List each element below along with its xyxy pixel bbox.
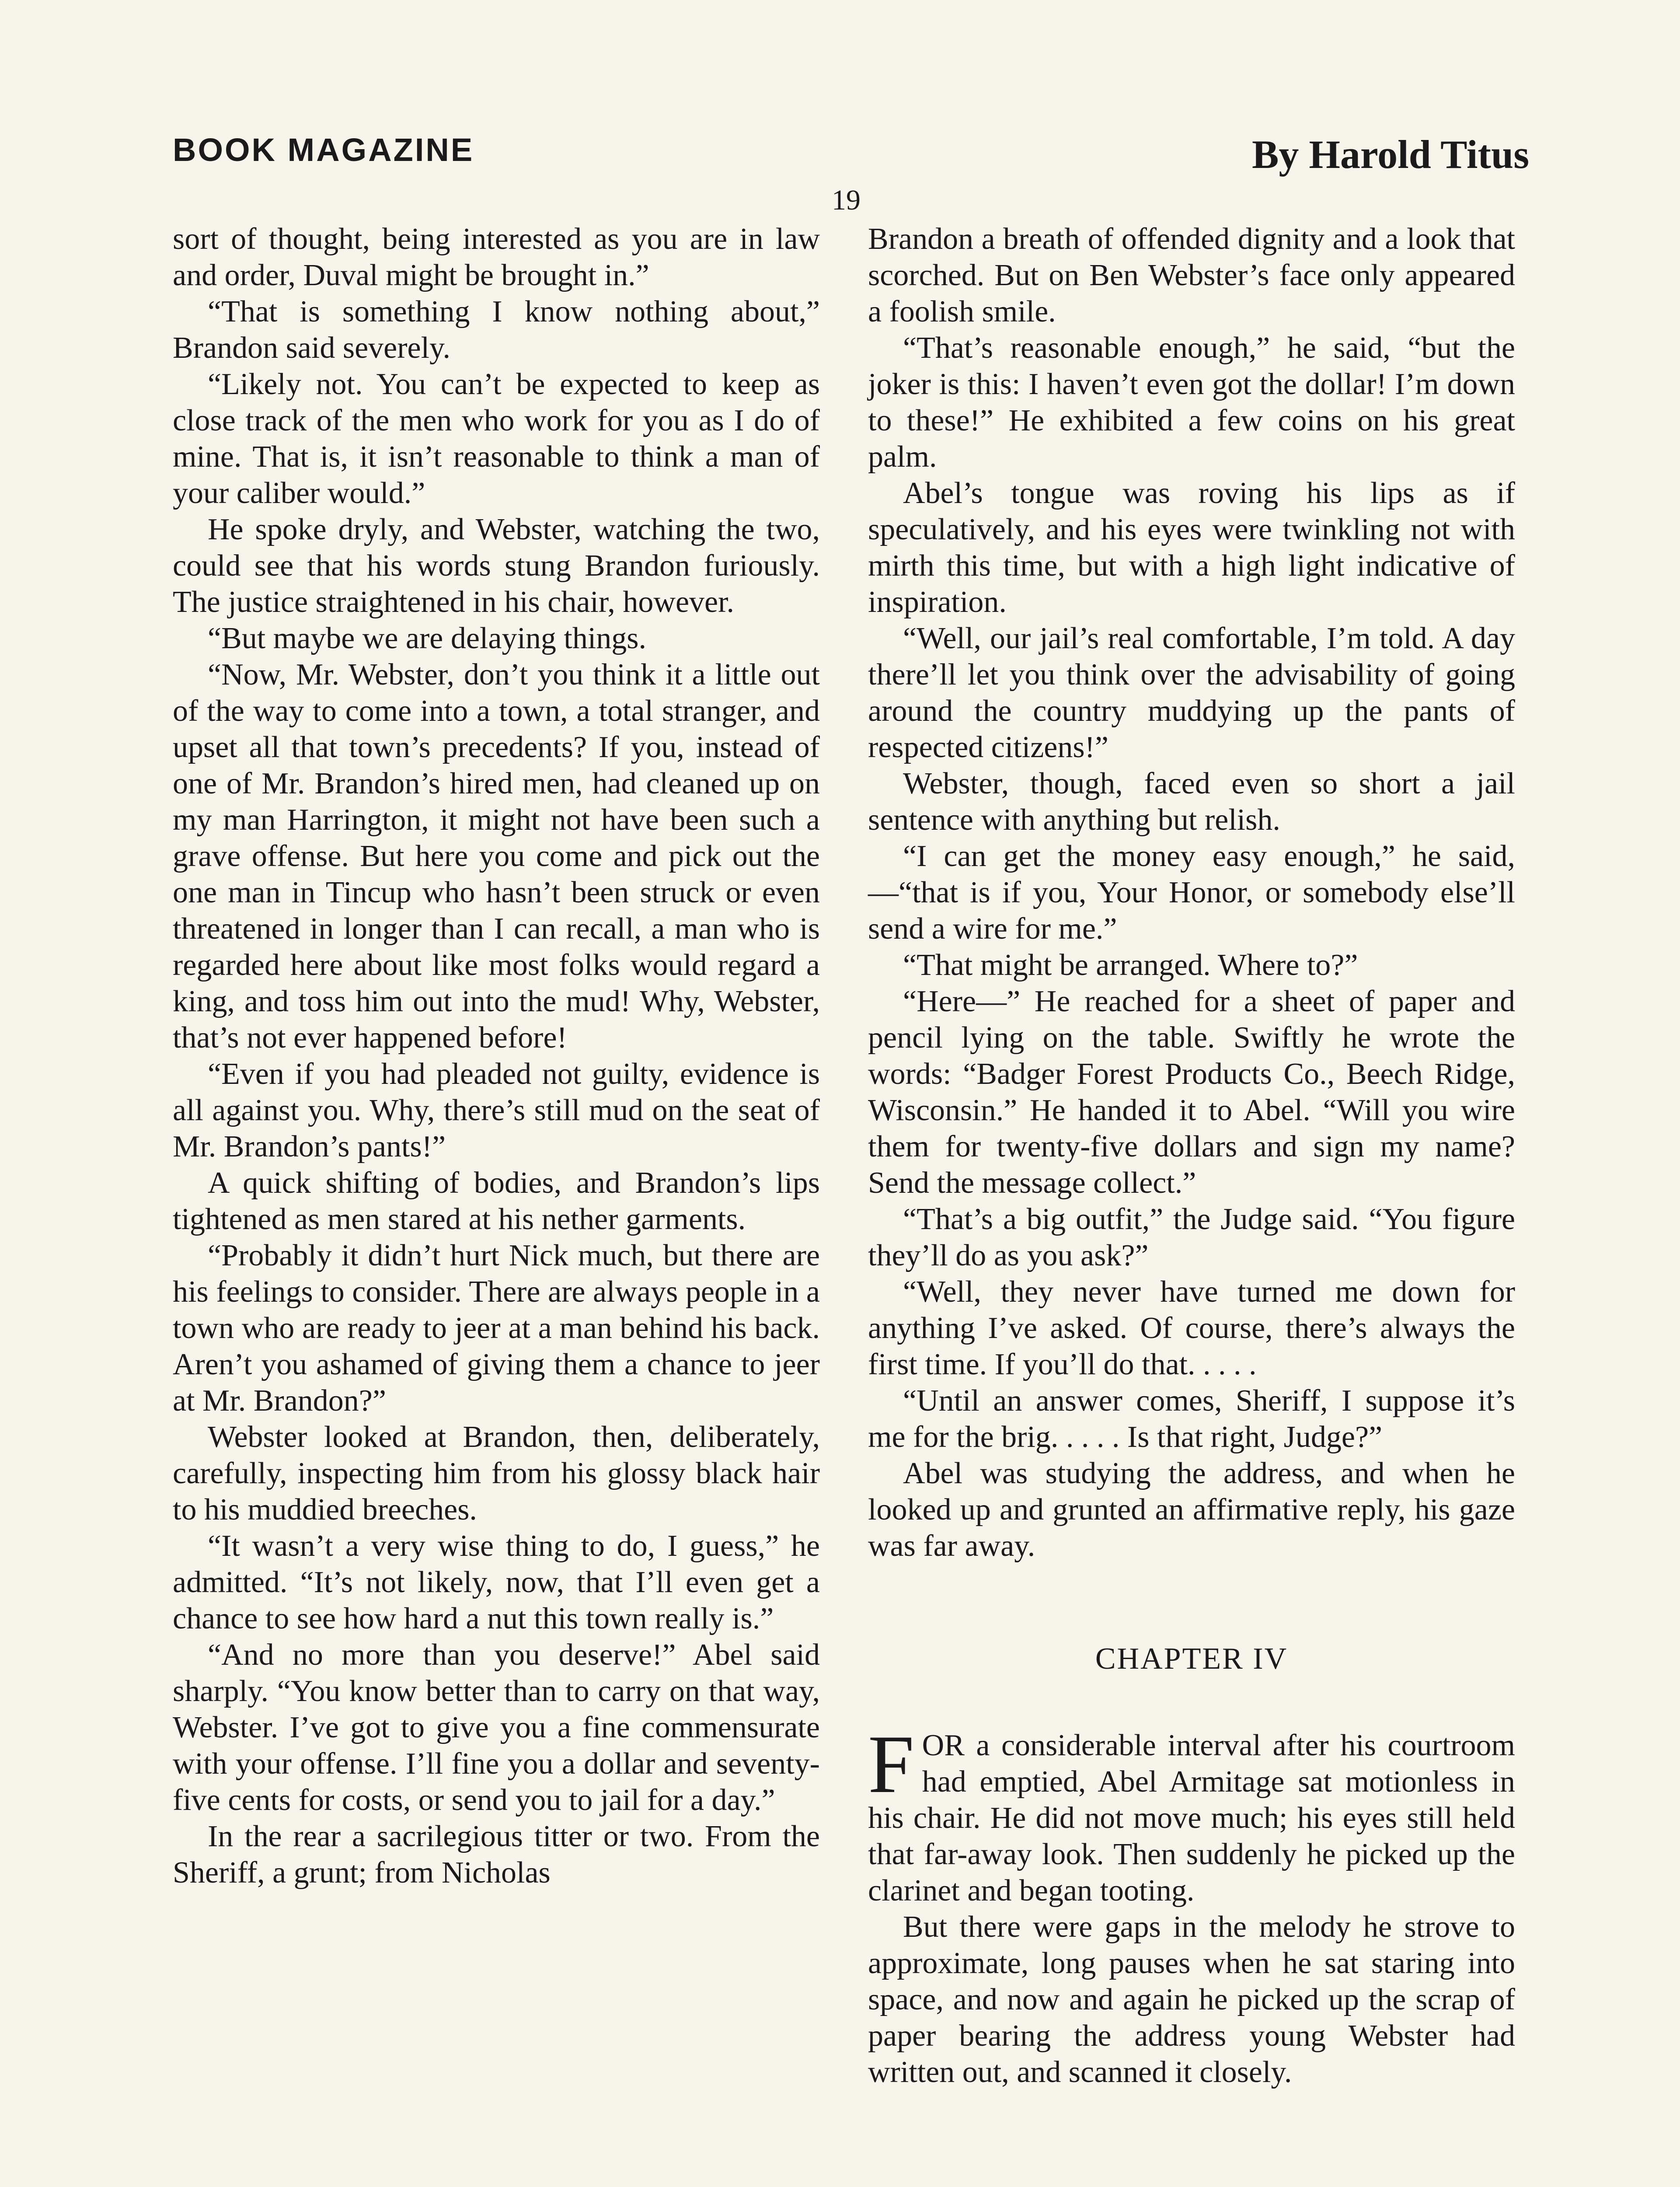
paragraph: “That’s reasonable enough,” he said, “but the joker is this: I haven’t even got the dollar! I’m down to these!” He exhibited a few coins on his great palm. [868,331,1515,474]
paragraph: “That’s a big outfit,” the Judge said. “You figure they’ll do as you ask?” [868,1202,1515,1272]
running-head-author: By Harold Titus [1251,132,1529,177]
right-text-column [868,221,1515,2090]
paragraph: He spoke dryly, and Webster, watching the two, could see that his words stung Brandon furiously. The justice straightened in his chair, however. [173,513,820,619]
paragraph: But there were gaps in the melody he strove to approximate, long pauses when he sat staring into space, and now and again he picked up the scrap of paper bearing the address young Webster had written out, and scanned it closely. [868,1910,1515,2089]
paragraph: “That is something I know nothing about,” Brandon said severely. [173,295,820,365]
chapter-opening-paragraph [868,1719,1515,1909]
paragraph: “Likely not. You can’t be expected to keep as close track of the men who work for you as I do of mine. That is, it isn’t reasonable to think a man of your caliber would.” [173,367,820,510]
paragraph: Brandon a breath of offended dignity and a look that scorched. But on Ben Webster’s face only appeared a foolish smile. [868,222,1515,328]
page-number: 19 [832,184,861,216]
chapter-heading: CHAPTER IV [1095,1642,1288,1676]
paragraph: “And no more than you deserve!” Abel said sharply. “You know better than to carry on that way, Webster. I’ve got to give you a fine commensurate with your offense. I’ll fine you a dollar and seventy-five cents for costs, or send you to jail for a day.” [173,1638,820,1817]
paragraph: “Well, they never have turned me down for anything I’ve asked. Of course, there’s always the first time. If you’ll do that. . . . . [868,1275,1515,1381]
paragraph: A quick shifting of bodies, and Brandon’s lips tightened as men stared at his nether garments. [173,1166,820,1236]
paragraph: “But maybe we are delaying things. [208,622,647,655]
paragraph: Webster, though, faced even so short a jail sentence with anything but relish. [868,767,1515,837]
drop-cap: F [868,1719,914,1810]
paragraph: Webster looked at Brandon, then, deliberately, carefully, inspecting him from his glossy black hair to his muddied breeches. [173,1420,820,1527]
paragraph: “I can get the money easy enough,” he said,—“that is if you, Your Honor, or somebody else’ll send a wire for me.” [868,839,1515,946]
paragraph: “Now, Mr. Webster, don’t you think it a little out of the way to come into a town, a total stranger, and upset all that town’s precedents? If you, instead of one of Mr. Brandon’s hired men, had cleaned up on my man Harrington, it might not have been such a grave offense. But here you come and pick out the one man in Tincup who hasn’t been struck or even threatened in longer than I can recall, a man who is regarded here about like most folks would regard a king, and toss him out into the mud! Why, Webster, that’s not ever happened before! [173,658,820,1055]
paragraph: “That might be arranged. Where to?” [903,948,1358,982]
paragraph: Abel was studying the address, and when he looked up and grunted an affirmative reply, his gaze was far away. [868,1457,1515,1563]
chapter-opening-text: OR a considerable interval after his courtroom had emptied, Abel Armitage sat motionless in his chair. He did not move much; his eyes still held that far-away look. Then suddenly he picked up the clarinet and began tooting. [868,1729,1515,1908]
paragraph: “Even if you had pleaded not guilty, evidence is all against you. Why, there’s still mud on the seat of Mr. Brandon’s pants!” [173,1057,820,1163]
paragraph: “Here—” He reached for a sheet of paper and pencil lying on the table. Swiftly he wrote the words: “Badger Forest Products Co., Beech Ridge, Wisconsin.” He handed it to Abel. “Will you wire them for twenty-five dollars and sign my name? Send the message collect.” [868,985,1515,1200]
paragraph: “Until an answer comes, Sheriff, I suppose it’s me for the brig. . . . . Is that right, Judge?” [868,1384,1515,1454]
paragraph: sort of thought, being interested as you are in law and order, Duval might be brought in.” [173,222,820,292]
paragraph: Abel’s tongue was roving his lips as if speculatively, and his eyes were twinkling not with mirth this time, but with a high light indicative of inspiration. [868,476,1515,619]
paragraph: “Probably it didn’t hurt Nick much, but there are his feelings to consider. There are always people in a town who are ready to jeer at a man behind his back. Aren’t you ashamed of giving them a chance to jeer at Mr. Brandon?” [173,1239,820,1418]
paragraph: In the rear a sacrilegious titter or two. From the Sheriff, a grunt; from Nicholas [173,1820,820,1890]
paragraph: “Well, our jail’s real comfortable, I’m told. A day there’ll let you think over the advisability of going around the country muddying up the pants of respected citizens!” [868,622,1515,764]
running-head-magazine-title: BOOK MAGAZINE [173,132,474,168]
left-text-column [173,221,820,1891]
paragraph: “It wasn’t a very wise thing to do, I guess,” he admitted. “It’s not likely, now, that I’ll even get a chance to see how hard a nut this town really is.” [173,1529,820,1635]
